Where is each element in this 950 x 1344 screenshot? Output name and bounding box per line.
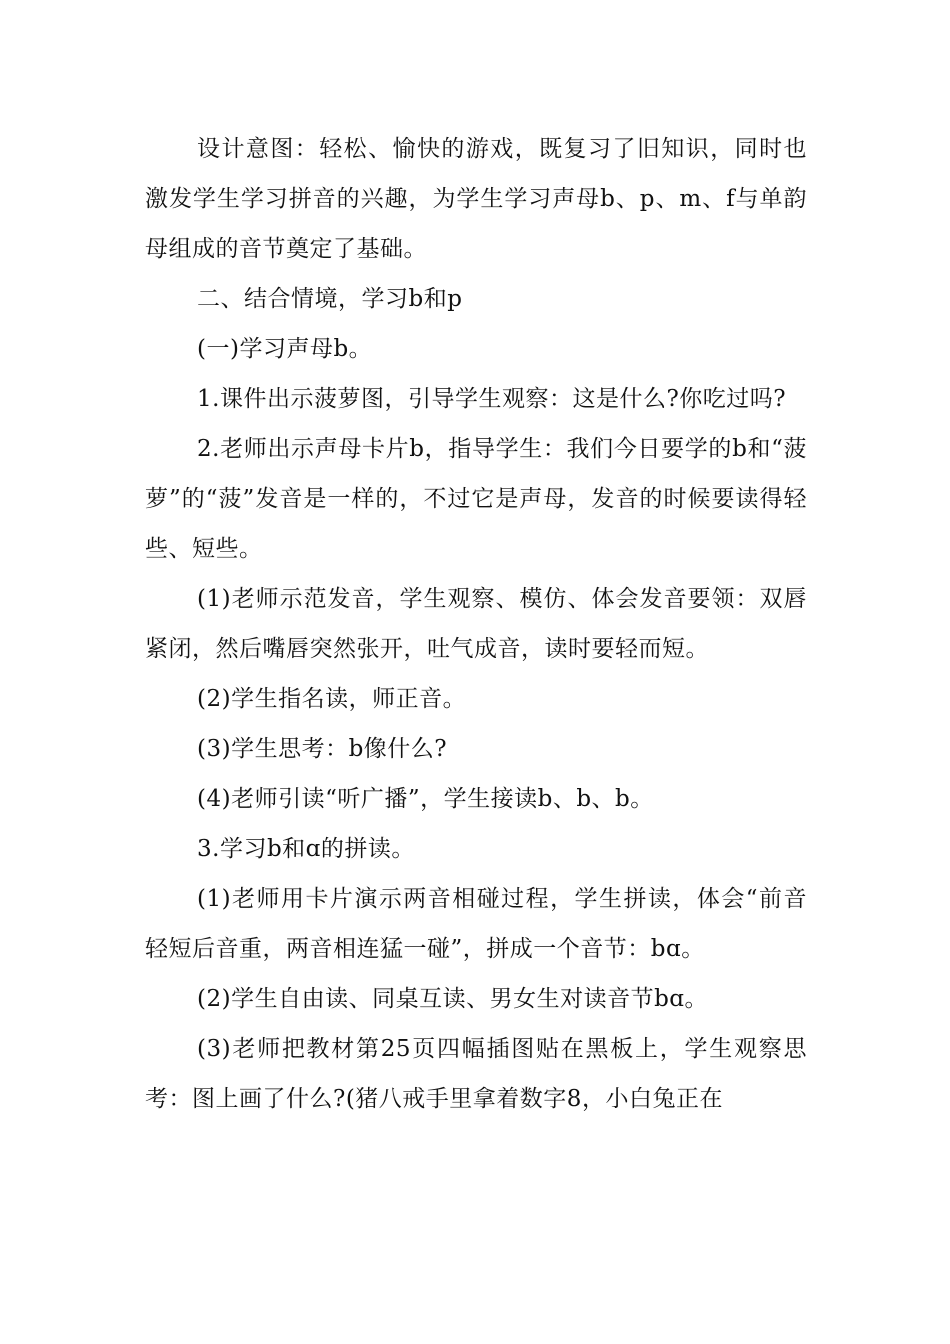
subsection-heading-learn-b: (一)学习声母b。 [197,336,373,362]
paragraph-step-2-3: (3)学生思考：b像什么? [197,736,448,762]
section-heading-learn-b-p: 二、结合情境，学习b和p [197,286,463,312]
paragraph-step-2-4: (4)老师引读“听广播”，学生接读b、b、b。 [197,786,654,812]
document-body [145,124,807,1124]
paragraph-step-1: 1.课件出示菠萝图，引导学生观察：这是什么?你吃过吗? [197,386,787,412]
paragraph-step-3-1: (1)老师用卡片演示两音相碰过程，学生拼读，体会“前音轻短后音重，两音相连猛一碰”，拼成一个音节：bɑ。 [145,886,807,962]
paragraph-design-intent: 设计意图：轻松、愉快的游戏，既复习了旧知识，同时也激发学生学习拼音的兴趣，为学生学习声母b、p、m、f与单韵母组成的音节奠定了基础。 [145,136,807,262]
paragraph-step-2-1: (1)老师示范发音，学生观察、模仿、体会发音要领：双唇紧闭，然后嘴唇突然张开，吐气成音，读时要轻而短。 [145,586,807,662]
paragraph-step-2-2: (2)学生指名读，师正音。 [197,686,467,712]
paragraph-step-3-2: (2)学生自由读、同桌互读、男女生对读音节bɑ。 [197,986,709,1012]
paragraph-step-3-3: (3)老师把教材第25页四幅插图贴在黑板上，学生观察思考：图上画了什么?(猪八戒手里拿着数字8，小白兔正在 [145,1036,807,1112]
paragraph-step-2: 2.老师出示声母卡片b，指导学生：我们今日要学的b和“菠萝”的“菠”发音是一样的，不过它是声母，发音的时候要读得轻些、短些。 [145,436,807,562]
paragraph-step-3: 3.学习b和ɑ的拼读。 [197,836,415,862]
